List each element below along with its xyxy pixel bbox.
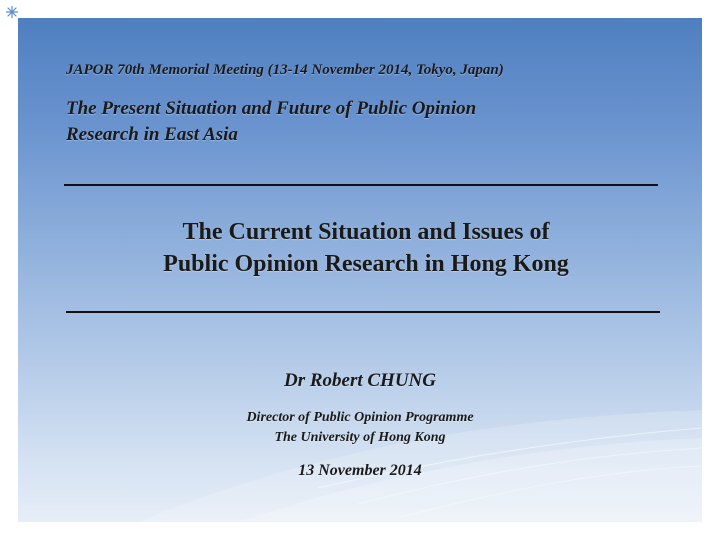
title-line-1: The Current Situation and Issues of (182, 219, 550, 245)
meeting-line: JAPOR 70th Memorial Meeting (13-14 November 2014, Tokyo, Japan) (66, 62, 504, 78)
star-burst-icon (6, 6, 18, 18)
divider-top (64, 184, 658, 186)
presentation-date: 13 November 2014 (298, 462, 422, 479)
title-line-2: Public Opinion Research in Hong Kong (163, 251, 569, 277)
presentation-subtitle (66, 96, 626, 148)
presentation-title (58, 216, 674, 280)
subtitle-line-2: Research in East Asia (66, 124, 238, 145)
affiliation-line-1: Director of Public Opinion Programme (246, 410, 474, 425)
subtitle-line-1: The Present Situation and Future of Public Opinion (66, 98, 477, 119)
divider-bottom (66, 311, 660, 313)
slide-background-panel (18, 18, 702, 522)
author-name: Dr Robert CHUNG (283, 370, 436, 391)
affiliation-line-2: The University of Hong Kong (274, 430, 446, 445)
author-affiliation (18, 408, 702, 448)
